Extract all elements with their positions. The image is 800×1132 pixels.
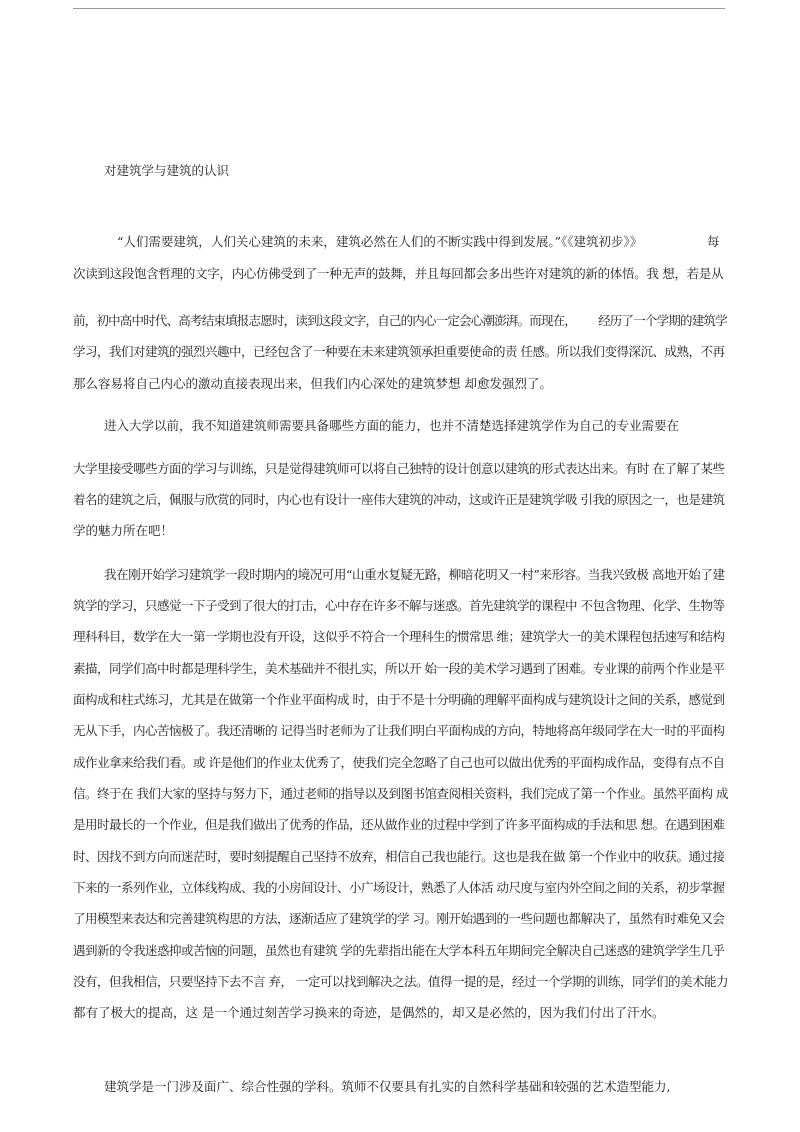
p3-line-11: 下来的一系列作业，立体线构成、我的小房间设计、小广场设计，熟悉了人体活 动尺度与室内外空间之间的关系，初步掌握	[73, 880, 725, 895]
p1-line-1: “人们需要建筑，人们关心建筑的未来，建筑必然在人们的不断实践中得到发展。”《《建筑初步》》	[117, 234, 643, 249]
p1-line-2: 次读到这段饱含哲理的文字，内心仿佛受到了一种无声的鼓舞，并且每回都会多出些许对建筑的新的体悟。我 想，若是从	[73, 266, 724, 281]
p3-line-4: 素描，同学们高中时都是理科学生，美术基础并不很扎实，所以开 始一段的美术学习遇到了困难。专业课的前两个作业是平	[73, 661, 725, 676]
p2-line-2: 大学里接受哪些方面的学习与训练，只是觉得建筑师可以将自己独特的设计创意以建筑的形式表达出来。有时 在了解了某些	[73, 461, 725, 476]
p3-line-9: 是用时最长的一个作业，但是我们做出了优秀的作品，还从做作业的过程中学到了许多平面构成的手法和思 想。在遇到困难	[73, 817, 725, 832]
page-top-rule	[73, 8, 725, 9]
p1-line-5: 那么容易将自己内心的激动直接表现出来，但我们内心深处的建筑梦想 却愈发强烈了。	[73, 376, 552, 391]
document-title: 对建筑学与建筑的认识	[104, 163, 230, 178]
p3-line-5: 面构成和柱式练习，尤其是在做第一个作业平面构成 时，由于不是十分明确的理解平面构成与建筑设计之间的关系，感觉到	[73, 692, 725, 707]
p3-line-12: 了用模型来表达和完善建筑构思的方法，逐渐适应了建筑学的学 习。刚开始遇到的一些问题也都解决了，虽然有时难免又会	[73, 911, 725, 926]
p2-line-1: 进入大学以前，我不知道建筑师需要具备哪些方面的能力，也并不清楚选择建筑学作为自己的专业需要在	[104, 418, 680, 433]
p2-line-3: 着名的建筑之后，佩服与欣赏的同时，内心也有设计一座伟大建筑的冲动，这或许正是建筑学吸 引我的原因之一，也是建筑	[73, 492, 725, 507]
p1-line-4: 学习，我们对建筑的强烈兴趣中，已经包含了一种要在未来建筑领承担重要使命的责 任感。所以我们变得深沉、成熟，不再	[73, 344, 725, 359]
p3-line-13: 遇到新的令我迷惑抑或苦恼的问题，虽然也有建筑 学的先辈指出能在大学本科五年期间完全解决自己迷惑的建筑学学生几乎	[73, 943, 725, 958]
p3-line-2: 筑学的学习，只感觉一下子受到了很大的打击，心中存在许多不解与迷惑。首先建筑学的课程中 不包含物理、化学、生物等	[73, 598, 725, 613]
p4-line-1: 建筑学是一门涉及面广、综合性强的学科。筑师不仅要具有扎实的自然科学基础和较强的艺术造型能力,	[104, 1079, 671, 1094]
p2-line-4: 学的魅力所在吧！	[73, 523, 174, 538]
p3-line-14: 没有，但我相信，只要坚持下去不言 弃， 一定可以找到解决之法。值得一提的是，经过一个学期的训练，同学们的美术能力	[73, 974, 728, 989]
p3-line-7: 成作业拿来给我们看。或 许是他们的作业太优秀了，使我们完全忽略了自己也可以做出优秀的平面构成作品，变得有点不自	[73, 755, 725, 770]
p3-line-15: 都有了极大的提高，这 是一个通过刻苦学习换来的奇迹，是偶然的，却又是必然的，因为我们付出了汗水。	[73, 1005, 665, 1020]
p3-line-6: 无从下手，内心苦恼极了。我还清晰的 记得当时老师为了让我们明白平面构成的方向，特地将高年级同学在大一时的平面构	[73, 723, 725, 738]
p3-line-8: 信。终于在 我们大家的坚持与努力下，通过老师的指导以及到图书馆查阅相关资料，我们完成了第一个作业。虽然平面构 成	[73, 786, 728, 801]
p1-line-3: 前，初中高中时代、高考结束填报志愿时，读到这段文字，自己的内心一定会心潮澎湃。而现在， 经历了一个学期的建筑学	[73, 313, 727, 328]
p3-line-1: 我在刚开始学习建筑学一段时期内的境况可用“山重水复疑无路，柳暗花明又一村”来形容。当我兴致极 高地开始了建	[104, 567, 725, 582]
p1-line-1-end: 每	[707, 234, 720, 249]
p3-line-3: 理科科目，数学在大一第一学期也没有开设，这似乎不符合一个理科生的惯常思 维；建筑学大一的美术课程包括速写和结构	[73, 629, 725, 644]
p3-line-10: 时、因找不到方向而迷茫时，要时刻提醒自己坚持不放弃，相信自己我也能行。这也是我在做 第一个作业中的收获。通过接	[73, 849, 725, 864]
